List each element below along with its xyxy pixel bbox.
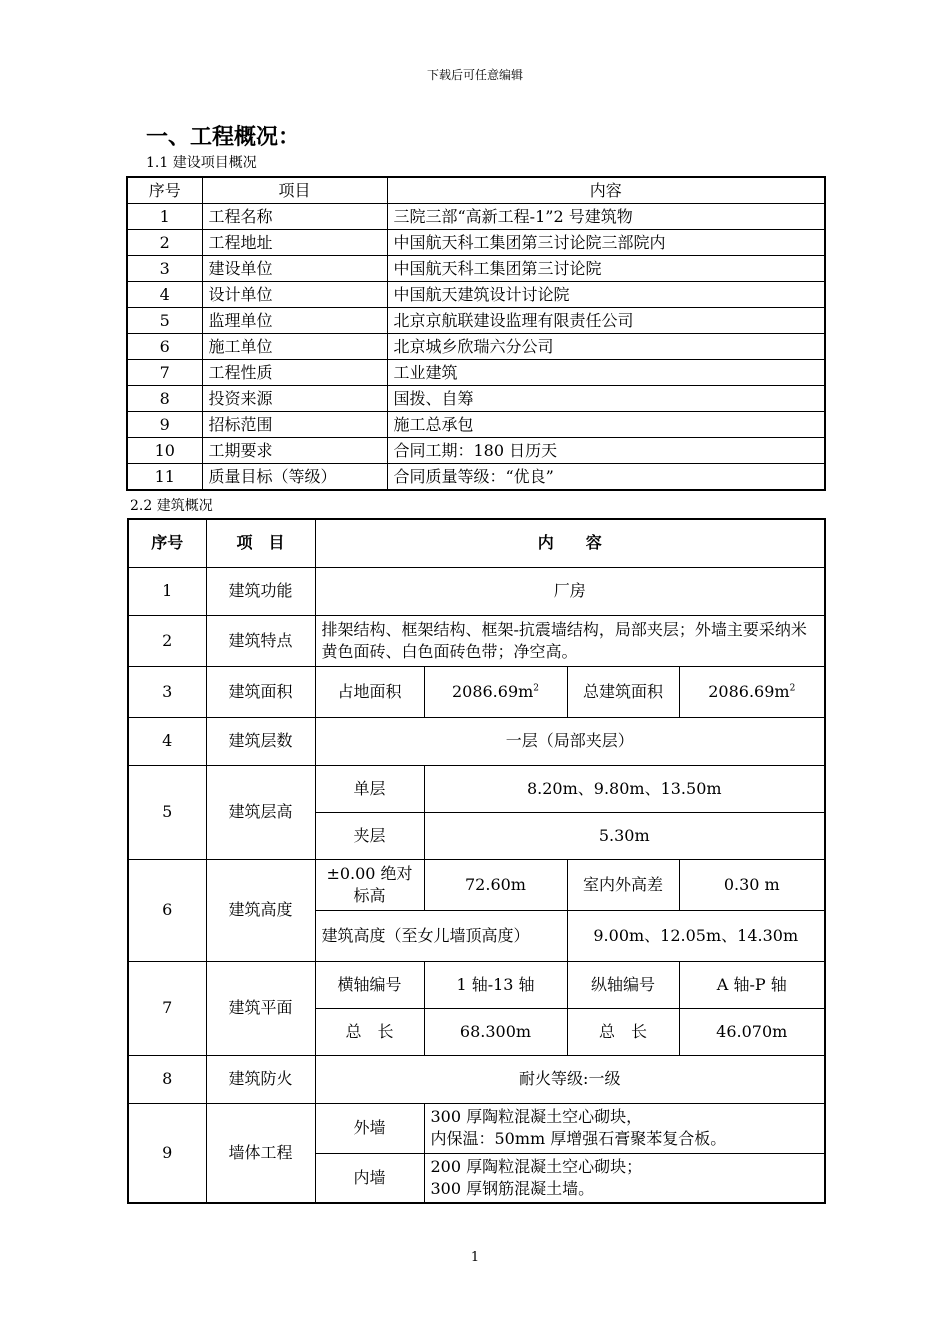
row-item: 工程性质 <box>202 360 387 386</box>
row-number: 1 <box>127 204 202 230</box>
section-heading: 一、工程概况： <box>146 125 301 150</box>
row-number: 7 <box>127 360 202 386</box>
cell-label: ±0.00 绝对标高 <box>315 859 424 910</box>
table-row <box>127 464 825 491</box>
table-header-row <box>128 519 825 567</box>
row-item: 工程地址 <box>202 230 387 256</box>
table-row <box>128 1055 825 1103</box>
cell-label: 外墙 <box>315 1103 424 1153</box>
table-row <box>127 204 825 230</box>
row-content: 厂房 <box>315 567 825 615</box>
row-item: 墙体工程 <box>206 1103 315 1203</box>
cell-value: 9.00m、12.05m、14.30m <box>567 910 825 961</box>
row-number: 6 <box>128 859 206 961</box>
cell-value: 200 厚陶粒混凝土空心砌块； 300 厚钢筋混凝土墙。 <box>424 1153 825 1203</box>
row-item: 建筑高度 <box>206 859 315 961</box>
row-item: 建筑面积 <box>206 666 315 717</box>
row-item: 建筑防火 <box>206 1055 315 1103</box>
header-cell: 序号 <box>127 177 202 204</box>
row-item: 监理单位 <box>202 308 387 334</box>
row-item: 工期要求 <box>202 438 387 464</box>
cell-label: 纵轴编号 <box>567 961 679 1008</box>
row-number: 11 <box>127 464 202 491</box>
header-cell: 内 容 <box>315 519 825 567</box>
row-number: 5 <box>127 308 202 334</box>
cell-value: 68.300m <box>424 1008 567 1055</box>
table-row <box>127 308 825 334</box>
cell-value: A 轴-P 轴 <box>679 961 825 1008</box>
row-content: 一层（局部夹层） <box>315 717 825 765</box>
row-content: 合同工期：180 日历天 <box>387 438 825 464</box>
row-number: 4 <box>127 282 202 308</box>
row-number: 3 <box>128 666 206 717</box>
table-row <box>127 256 825 282</box>
row-content: 三院三部“高新工程-1”2 号建筑物 <box>387 204 825 230</box>
row-content: 国拨、自筹 <box>387 386 825 412</box>
row-number: 7 <box>128 961 206 1055</box>
header-cell: 项目 <box>202 177 387 204</box>
row-number: 9 <box>128 1103 206 1203</box>
row-content: 施工总承包 <box>387 412 825 438</box>
row-number: 3 <box>127 256 202 282</box>
row-item: 建筑功能 <box>206 567 315 615</box>
row-item: 质量目标（等级） <box>202 464 387 491</box>
cell-value: 300 厚陶粒混凝土空心砌块， 内保温：50mm 厚增强石膏聚苯复合板。 <box>424 1103 825 1153</box>
cell-label: 夹层 <box>315 812 424 859</box>
subsection-title-2: 2.2 建筑概况 <box>130 498 213 514</box>
page-header: 下载后可任意编辑 <box>426 68 523 82</box>
row-number: 6 <box>127 334 202 360</box>
table-row <box>127 412 825 438</box>
row-item: 建筑特点 <box>206 615 315 666</box>
cell-label: 建筑高度（至女儿墙顶高度） <box>315 910 567 961</box>
table-row <box>128 567 825 615</box>
row-content: 工业建筑 <box>387 360 825 386</box>
cell-label: 室内外高差 <box>567 859 679 910</box>
row-number: 9 <box>127 412 202 438</box>
row-item: 建设单位 <box>202 256 387 282</box>
row-item: 建筑层高 <box>206 765 315 859</box>
project-overview-table <box>126 176 826 491</box>
row-item: 建筑平面 <box>206 961 315 1055</box>
row-number: 1 <box>128 567 206 615</box>
table-row <box>128 859 825 910</box>
header-cell: 序号 <box>128 519 206 567</box>
row-item: 工程名称 <box>202 204 387 230</box>
row-item: 招标范围 <box>202 412 387 438</box>
row-content: 合同质量等级：“优良” <box>387 464 825 491</box>
cell-value: 8.20m、9.80m、13.50m <box>424 765 825 812</box>
header-cell: 内容 <box>387 177 825 204</box>
table-row <box>128 717 825 765</box>
table-row <box>128 961 825 1008</box>
cell-value: 1 轴-13 轴 <box>424 961 567 1008</box>
cell-value: 72.60m <box>424 859 567 910</box>
row-number: 8 <box>128 1055 206 1103</box>
row-content: 耐火等级:一级 <box>315 1055 825 1103</box>
header-cell: 项 目 <box>206 519 315 567</box>
table-row <box>128 666 825 717</box>
row-number: 8 <box>127 386 202 412</box>
table-row <box>128 765 825 812</box>
cell-value: 5.30m <box>424 812 825 859</box>
row-item: 建筑层数 <box>206 717 315 765</box>
table-row <box>128 1103 825 1153</box>
table-row <box>127 282 825 308</box>
cell-value: 46.070m <box>679 1008 825 1055</box>
table-row <box>128 615 825 666</box>
row-number: 2 <box>128 615 206 666</box>
row-content: 北京京航联建设监理有限责任公司 <box>387 308 825 334</box>
row-content: 排架结构、框架结构、框架-抗震墙结构，局部夹层；外墙主要采纳米黄色面砖、白色面砖色带；净空高。 <box>315 615 825 666</box>
row-content: 中国航天建筑设计讨论院 <box>387 282 825 308</box>
building-overview-table <box>127 518 826 1204</box>
table-header-row <box>127 177 825 204</box>
row-number: 4 <box>128 717 206 765</box>
cell-label: 总 长 <box>567 1008 679 1055</box>
cell-label: 占地面积 <box>315 666 424 717</box>
cell-label: 横轴编号 <box>315 961 424 1008</box>
row-item: 投资来源 <box>202 386 387 412</box>
row-number: 10 <box>127 438 202 464</box>
table-row <box>127 360 825 386</box>
cell-value: $2086.69m^2$ <box>679 666 825 717</box>
row-item: 设计单位 <box>202 282 387 308</box>
cell-label: 内墙 <box>315 1153 424 1203</box>
cell-label: 单层 <box>315 765 424 812</box>
table-row <box>127 386 825 412</box>
subsection-title-1: 1.1 建设项目概况 <box>146 155 257 171</box>
row-content: 北京城乡欣瑞六分公司 <box>387 334 825 360</box>
page-number: 1 <box>470 1250 480 1265</box>
table-row <box>127 230 825 256</box>
cell-label: 总 长 <box>315 1008 424 1055</box>
cell-value: $2086.69m^2$ <box>424 666 567 717</box>
row-item: 施工单位 <box>202 334 387 360</box>
row-number: 5 <box>128 765 206 859</box>
table-row <box>127 334 825 360</box>
row-content: 中国航天科工集团第三讨论院 <box>387 256 825 282</box>
cell-label: 总建筑面积 <box>567 666 679 717</box>
row-content: 中国航天科工集团第三讨论院三部院内 <box>387 230 825 256</box>
cell-value: 0.30 m <box>679 859 825 910</box>
table-row <box>127 438 825 464</box>
row-number: 2 <box>127 230 202 256</box>
